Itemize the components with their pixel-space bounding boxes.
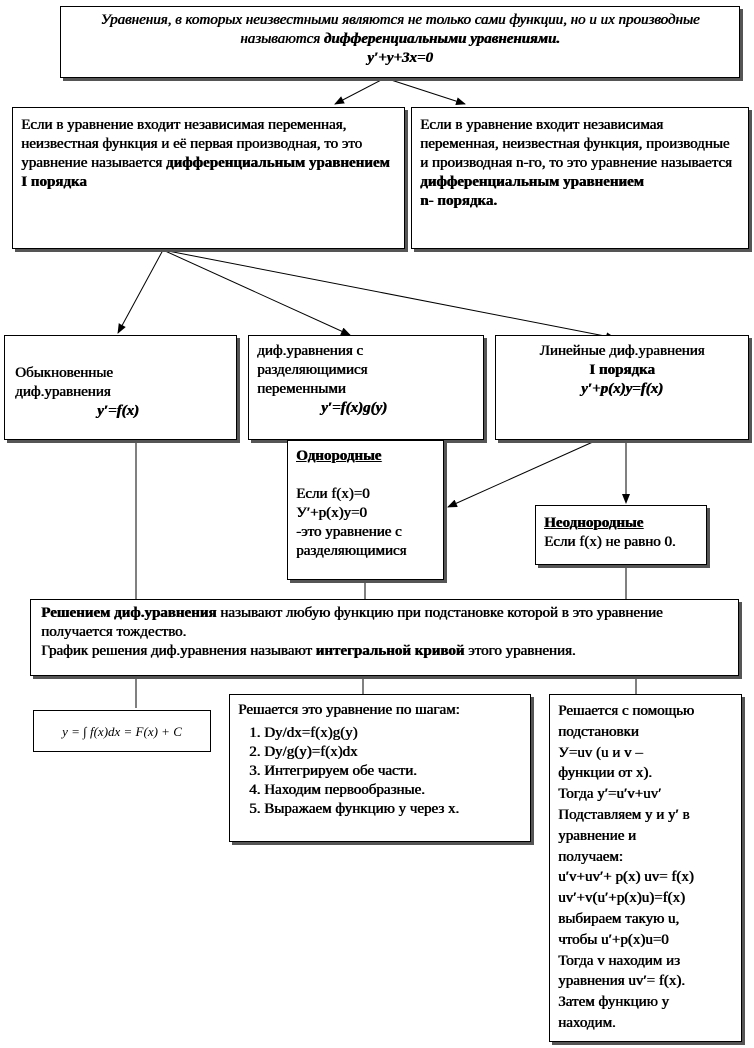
substitution-line: чтобы u′+p(x)u=0 bbox=[558, 931, 669, 948]
substitution-line: подстановки bbox=[558, 723, 639, 740]
definition-text: Уравнения, в которых неизвестными являются не только сами функции, но и их производные называются bbox=[100, 12, 700, 47]
inhomogeneous-title: Неоднородные bbox=[544, 515, 644, 531]
solution-term: Решением диф.уравнения bbox=[41, 605, 217, 621]
integral-formula: y = ∫ f(x)dx = F(x) + C bbox=[62, 724, 182, 739]
substitution-line: получаем: bbox=[558, 848, 623, 865]
solution-box bbox=[30, 599, 739, 676]
nth-order-term: дифференциальным уравнением bbox=[420, 174, 644, 190]
separable-formula: y′=f(x)g(y) bbox=[321, 400, 388, 416]
homogeneous-line2: У′+p(x)y=0 bbox=[296, 505, 367, 521]
substitution-line: У=uv (u и v – bbox=[558, 744, 643, 761]
step-item: 3. Интегрируем обе части. bbox=[264, 762, 522, 781]
ordinary-line1: Обыкновенные bbox=[15, 365, 113, 381]
substitution-line: u′v+uv′+ p(x) uv= f(x) bbox=[558, 869, 694, 886]
nth-order-text: Если в уравнение входит независимая переменная, неизвестная функция, производные и производная n-го, то это уравнение называется bbox=[420, 117, 732, 171]
substitution-line: находим. bbox=[558, 1014, 616, 1031]
substitution-line: Решается с помощью bbox=[558, 703, 694, 719]
step-item: 4. Находим первообразные. bbox=[264, 781, 522, 800]
definition-term: дифференциальными уравнениями. bbox=[323, 31, 560, 47]
substitution-line: uv′+v(u′+p(x)u)=f(x) bbox=[558, 890, 685, 907]
solution-text2: График решения диф.уравнения называют bbox=[41, 643, 316, 659]
arrow-linear-to-homogeneous bbox=[448, 441, 595, 507]
homogeneous-line1: Если f(x)=0 bbox=[296, 486, 370, 502]
nth-order-term-2: n- порядка. bbox=[420, 193, 497, 209]
substitution-line: уравнение и bbox=[558, 827, 636, 844]
substitution-line: Тогда y′=u′v+uv′ bbox=[558, 786, 662, 803]
first-order-text: Если в уравнение входит независимая переменная, неизвестная функция и её первая производная, то это уравнение называется bbox=[21, 117, 362, 171]
substitution-box bbox=[549, 694, 742, 1042]
definition-box bbox=[60, 6, 740, 78]
separable-line1: диф.уравнения с bbox=[257, 343, 363, 359]
arrow-top-to-nth-order bbox=[385, 78, 465, 104]
inhomogeneous-box bbox=[535, 505, 707, 565]
substitution-line: Тогда v находим из bbox=[558, 952, 680, 969]
inhomogeneous-line1: Если f(x) не равно 0. bbox=[544, 534, 676, 550]
solution-text3: этого уравнения. bbox=[464, 643, 576, 659]
linear-formula: y′+p(x)y=f(x) bbox=[580, 381, 664, 397]
first-order-term: дифференциальным уравнением I порядка bbox=[21, 155, 390, 190]
separable-line3: переменными bbox=[257, 381, 346, 397]
step-item: 5. Выражаем функцию у через x. bbox=[264, 800, 522, 819]
homogeneous-box bbox=[287, 440, 444, 580]
arrow-first-order-to-ordinary bbox=[118, 250, 163, 333]
steps-list bbox=[238, 724, 522, 819]
steps-box bbox=[229, 694, 531, 842]
ordinary-formula: y′=f(x) bbox=[97, 403, 139, 419]
first-order-box bbox=[12, 107, 405, 249]
linear-line2: I порядка bbox=[589, 362, 655, 378]
solution-text1: называют любую функцию при подстановке которой в это уравнение получается тождество. bbox=[41, 605, 663, 640]
substitution-line: Подставляем у и у′ в bbox=[558, 806, 690, 823]
solution-term2: интегральной кривой bbox=[315, 643, 465, 659]
substitution-line: выбираем такую u, bbox=[558, 910, 680, 927]
separable-box bbox=[248, 335, 484, 440]
step-item: 2. Dy/g(y)=f(x)dx bbox=[264, 743, 522, 762]
step-item: 1. Dy/dx=f(x)g(y) bbox=[264, 724, 522, 743]
substitution-line: функции от x). bbox=[558, 765, 652, 782]
definition-example: y′+y+3x=0 bbox=[367, 50, 433, 66]
substitution-line: уравнения uv′= f(x). bbox=[558, 973, 685, 990]
homogeneous-line4: разделяющимися bbox=[296, 543, 407, 559]
arrow-first-order-to-linear bbox=[163, 250, 615, 338]
homogeneous-line3: -это уравнение с bbox=[296, 524, 402, 540]
separable-line2: разделяющимися bbox=[257, 362, 368, 378]
linear-line1: Линейные диф.уравнения bbox=[539, 343, 705, 359]
arrow-top-to-first-order bbox=[335, 78, 385, 104]
homogeneous-title: Однородные bbox=[296, 448, 382, 464]
linear-box bbox=[495, 335, 749, 440]
nth-order-box bbox=[411, 107, 749, 249]
ordinary-box bbox=[4, 335, 237, 440]
substitution-line: Затем функцию у bbox=[558, 994, 669, 1011]
integral-formula-box bbox=[33, 710, 211, 752]
arrow-first-order-to-separable bbox=[163, 250, 350, 335]
ordinary-line2: диф.уравнения bbox=[15, 384, 111, 400]
steps-title: Решается это уравнение по шагам: bbox=[238, 702, 460, 718]
